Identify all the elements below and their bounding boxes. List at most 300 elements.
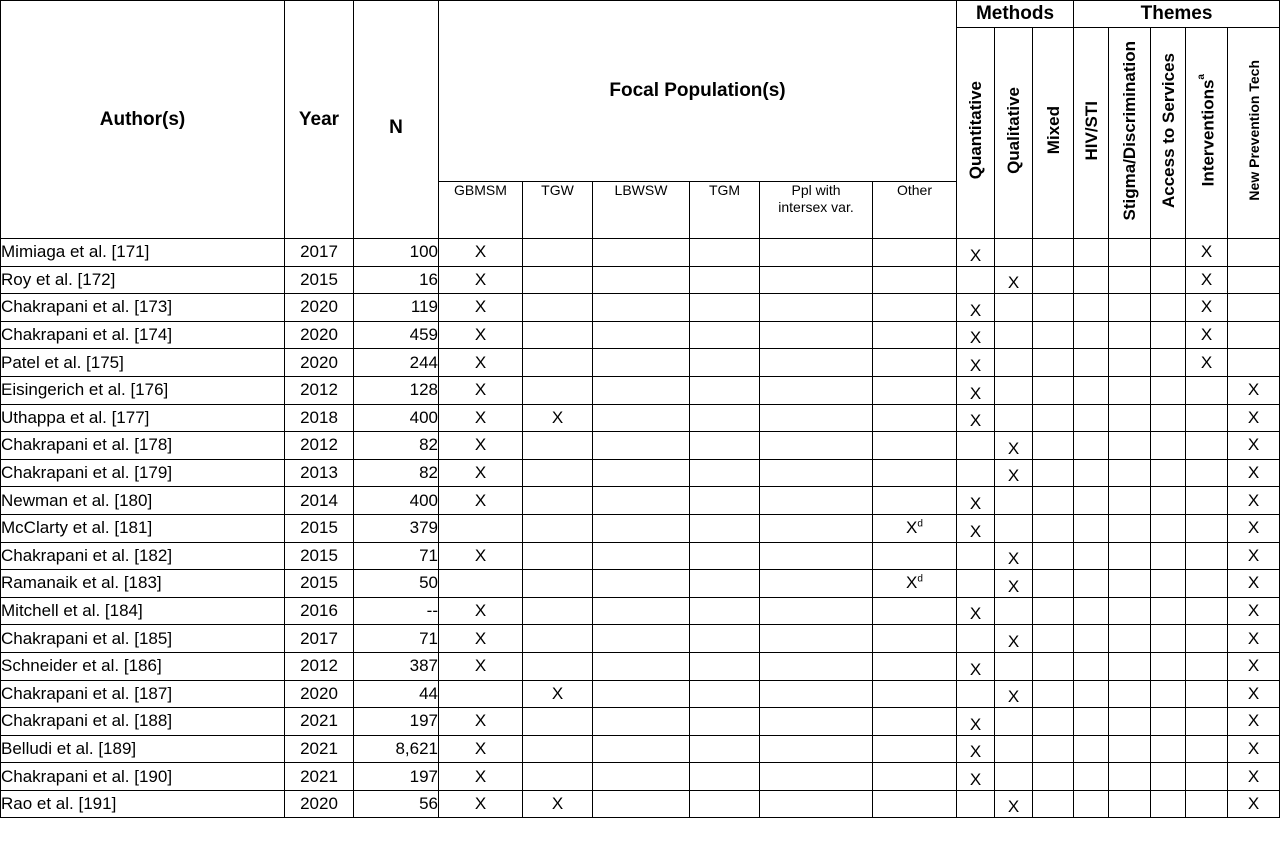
cell-tgw [523, 459, 593, 487]
cell-other [873, 404, 957, 432]
cell-year [285, 239, 354, 267]
cell-gbmsm-value: X [474, 490, 487, 510]
cell-access [1151, 763, 1186, 791]
cell-author-value: Uthappa et al. [177] [1, 407, 150, 427]
table-row [1, 432, 1280, 460]
cell-author-value: Chakrapani et al. [185] [1, 628, 173, 648]
cell-lbwsw [593, 487, 690, 515]
cell-author-value: Ramanaik et al. [183] [1, 573, 162, 593]
cell-new-prevention-tech-value: X [1247, 628, 1260, 648]
cell-n [354, 349, 439, 377]
cell-lbwsw [593, 652, 690, 680]
cell-gbmsm [439, 349, 523, 377]
cell-quantitative-value: X [969, 659, 982, 679]
cell-author [1, 349, 285, 377]
table-row [1, 570, 1280, 598]
col-header-interventions [1186, 28, 1228, 239]
cell-author [1, 708, 285, 736]
cell-n [354, 459, 439, 487]
cell-qualitative-value: X [1007, 549, 1020, 569]
cell-quantitative-value: X [969, 355, 982, 375]
col-header-n: N [354, 1, 439, 239]
cell-new-prevention-tech [1228, 597, 1280, 625]
cell-stigma [1109, 459, 1151, 487]
cell-new-prevention-tech-value: X [1247, 794, 1260, 814]
cell-qualitative [995, 459, 1033, 487]
cell-quantitative [957, 597, 995, 625]
cell-hiv-sti [1074, 652, 1109, 680]
cell-n [354, 652, 439, 680]
cell-interventions [1186, 708, 1228, 736]
cell-mixed [1033, 708, 1074, 736]
cell-author-value: Chakrapani et al. [178] [1, 435, 173, 455]
cell-author [1, 680, 285, 708]
cell-new-prevention-tech-value: X [1247, 738, 1260, 758]
cell-quantitative [957, 652, 995, 680]
col-header-quantitative [957, 28, 995, 239]
cell-qualitative [995, 763, 1033, 791]
cell-interventions [1186, 266, 1228, 294]
cell-tgm [690, 597, 760, 625]
cell-intersex [760, 625, 873, 653]
cell-access [1151, 790, 1186, 818]
table-row [1, 735, 1280, 763]
cell-gbmsm-value: X [474, 380, 487, 400]
table-row [1, 514, 1280, 542]
cell-author [1, 625, 285, 653]
cell-year-value: 2017 [300, 628, 338, 648]
cell-intersex [760, 680, 873, 708]
cell-hiv-sti [1074, 514, 1109, 542]
cell-interventions [1186, 239, 1228, 267]
cell-author-value: Chakrapani et al. [187] [1, 683, 173, 703]
cell-year [285, 735, 354, 763]
cell-qualitative-value: X [1007, 576, 1020, 596]
cell-new-prevention-tech-value: X [1247, 545, 1260, 565]
table-row [1, 487, 1280, 515]
cell-tgw-value: X [551, 407, 564, 427]
col-header-stigma [1109, 28, 1151, 239]
col-header-focal-populations: Focal Population(s) [439, 1, 957, 182]
col-header-stigma-label: Stigma/Discrimination [1120, 40, 1140, 221]
cell-other [873, 625, 957, 653]
table-row [1, 542, 1280, 570]
cell-new-prevention-tech-value: X [1247, 518, 1260, 538]
cell-interventions-value: X [1200, 269, 1213, 289]
cell-quantitative-value: X [969, 604, 982, 624]
cell-gbmsm-value: X [474, 628, 487, 648]
cell-year [285, 708, 354, 736]
cell-author-value: McClarty et al. [181] [1, 518, 153, 538]
cell-interventions [1186, 487, 1228, 515]
cell-mixed [1033, 321, 1074, 349]
cell-gbmsm-value: X [474, 463, 487, 483]
cell-intersex [760, 570, 873, 598]
cell-gbmsm-value: X [474, 766, 487, 786]
cell-n [354, 432, 439, 460]
cell-new-prevention-tech [1228, 266, 1280, 294]
cell-quantitative [957, 790, 995, 818]
cell-mixed [1033, 266, 1074, 294]
cell-lbwsw [593, 790, 690, 818]
cell-gbmsm [439, 597, 523, 625]
cell-n-value: 56 [419, 794, 438, 814]
cell-tgm [690, 652, 760, 680]
cell-gbmsm [439, 432, 523, 460]
cell-lbwsw [593, 321, 690, 349]
cell-qualitative [995, 294, 1033, 322]
cell-tgm [690, 239, 760, 267]
cell-author-value: Chakrapani et al. [190] [1, 766, 173, 786]
cell-access [1151, 514, 1186, 542]
cell-access [1151, 294, 1186, 322]
cell-other [873, 680, 957, 708]
cell-n-value: 44 [419, 683, 438, 703]
cell-intersex [760, 735, 873, 763]
cell-year [285, 652, 354, 680]
cell-stigma [1109, 266, 1151, 294]
cell-hiv-sti [1074, 763, 1109, 791]
cell-gbmsm [439, 790, 523, 818]
cell-year [285, 625, 354, 653]
cell-new-prevention-tech-value: X [1247, 573, 1260, 593]
cell-year [285, 294, 354, 322]
cell-mixed [1033, 735, 1074, 763]
cell-mixed [1033, 459, 1074, 487]
cell-new-prevention-tech [1228, 349, 1280, 377]
cell-new-prevention-tech-value: X [1247, 656, 1260, 676]
cell-interventions [1186, 790, 1228, 818]
cell-tgm [690, 321, 760, 349]
cell-year [285, 597, 354, 625]
cell-lbwsw [593, 735, 690, 763]
cell-n-value: 197 [409, 711, 438, 731]
cell-author-value: Patel et al. [175] [1, 352, 124, 372]
cell-author [1, 432, 285, 460]
cell-qualitative-value: X [1007, 273, 1020, 293]
cell-tgm [690, 404, 760, 432]
cell-author-value: Chakrapani et al. [182] [1, 545, 173, 565]
cell-author-value: Newman et al. [180] [1, 490, 153, 510]
cell-n [354, 570, 439, 598]
cell-hiv-sti [1074, 708, 1109, 736]
cell-stigma [1109, 239, 1151, 267]
cell-n-value: 244 [409, 352, 438, 372]
cell-lbwsw [593, 597, 690, 625]
col-header-access [1151, 28, 1186, 239]
cell-year-value: 2021 [300, 738, 338, 758]
cell-access [1151, 735, 1186, 763]
cell-intersex [760, 652, 873, 680]
cell-gbmsm [439, 680, 523, 708]
cell-interventions [1186, 459, 1228, 487]
cell-qualitative-value: X [1007, 631, 1020, 651]
col-header-mixed [1033, 28, 1074, 239]
cell-other [873, 432, 957, 460]
cell-new-prevention-tech-value: X [1247, 601, 1260, 621]
cell-qualitative [995, 542, 1033, 570]
cell-mixed [1033, 790, 1074, 818]
table-row [1, 652, 1280, 680]
cell-year [285, 349, 354, 377]
cell-author [1, 570, 285, 598]
table-row [1, 597, 1280, 625]
cell-year-value: 2015 [300, 573, 338, 593]
cell-quantitative [957, 570, 995, 598]
cell-other [873, 321, 957, 349]
cell-new-prevention-tech [1228, 542, 1280, 570]
cell-n [354, 597, 439, 625]
cell-lbwsw [593, 349, 690, 377]
cell-lbwsw [593, 376, 690, 404]
col-header-new-prevention-tech-label: New Prevention Tech [1245, 60, 1262, 201]
cell-n-value: 82 [419, 463, 438, 483]
cell-author-value: Chakrapani et al. [173] [1, 297, 173, 317]
cell-intersex [760, 708, 873, 736]
header-row-groups [1, 1, 1280, 28]
cell-mixed [1033, 432, 1074, 460]
cell-qualitative [995, 239, 1033, 267]
cell-tgw [523, 266, 593, 294]
table-row [1, 321, 1280, 349]
cell-year [285, 459, 354, 487]
cell-new-prevention-tech [1228, 432, 1280, 460]
cell-qualitative [995, 404, 1033, 432]
cell-year-value: 2020 [300, 794, 338, 814]
cell-access [1151, 487, 1186, 515]
cell-gbmsm-value: X [474, 601, 487, 621]
cell-hiv-sti [1074, 349, 1109, 377]
cell-author-value: Rao et al. [191] [1, 794, 117, 814]
table-row [1, 763, 1280, 791]
cell-access [1151, 239, 1186, 267]
cell-lbwsw [593, 514, 690, 542]
cell-interventions [1186, 294, 1228, 322]
cell-gbmsm [439, 266, 523, 294]
cell-gbmsm-value: X [474, 545, 487, 565]
cell-quantitative [957, 239, 995, 267]
col-header-author: Author(s) [1, 1, 285, 239]
cell-author [1, 597, 285, 625]
cell-qualitative [995, 266, 1033, 294]
cell-gbmsm-value: X [474, 269, 487, 289]
cell-gbmsm [439, 376, 523, 404]
cell-n [354, 790, 439, 818]
cell-stigma [1109, 294, 1151, 322]
cell-lbwsw [593, 570, 690, 598]
cell-tgw [523, 597, 593, 625]
cell-qualitative [995, 349, 1033, 377]
cell-stigma [1109, 321, 1151, 349]
cell-gbmsm [439, 404, 523, 432]
cell-access [1151, 321, 1186, 349]
cell-new-prevention-tech-value: X [1247, 490, 1260, 510]
table-row [1, 708, 1280, 736]
cell-gbmsm [439, 321, 523, 349]
cell-year-value: 2015 [300, 518, 338, 538]
cell-n-value: -- [426, 601, 438, 621]
cell-intersex [760, 432, 873, 460]
cell-qualitative [995, 790, 1033, 818]
table-row [1, 239, 1280, 267]
cell-year-value: 2021 [300, 711, 338, 731]
cell-author [1, 294, 285, 322]
cell-access [1151, 376, 1186, 404]
cell-stigma [1109, 708, 1151, 736]
cell-interventions [1186, 514, 1228, 542]
cell-qualitative [995, 680, 1033, 708]
cell-quantitative [957, 294, 995, 322]
cell-new-prevention-tech [1228, 404, 1280, 432]
cell-quantitative [957, 514, 995, 542]
cell-gbmsm [439, 708, 523, 736]
cell-access [1151, 266, 1186, 294]
cell-qualitative [995, 487, 1033, 515]
cell-quantitative [957, 735, 995, 763]
col-header-tgm: TGM [690, 182, 760, 239]
cell-quantitative [957, 459, 995, 487]
cell-tgw [523, 321, 593, 349]
cell-year [285, 680, 354, 708]
cell-interventions [1186, 735, 1228, 763]
cell-other [873, 487, 957, 515]
cell-hiv-sti [1074, 459, 1109, 487]
cell-new-prevention-tech [1228, 790, 1280, 818]
cell-gbmsm-value: X [474, 352, 487, 372]
cell-gbmsm [439, 652, 523, 680]
cell-access [1151, 459, 1186, 487]
cell-year-value: 2013 [300, 463, 338, 483]
col-header-quantitative-label: Quantitative [966, 81, 985, 180]
cell-qualitative-value: X [1007, 438, 1020, 458]
cell-mixed [1033, 597, 1074, 625]
cell-author [1, 735, 285, 763]
col-header-gbmsm: GBMSM [439, 182, 523, 239]
cell-tgw-value: X [551, 794, 564, 814]
cell-new-prevention-tech-value: X [1247, 711, 1260, 731]
cell-gbmsm [439, 514, 523, 542]
cell-quantitative-value: X [969, 383, 982, 403]
cell-qualitative-value: X [1007, 687, 1020, 707]
cell-year-value: 2018 [300, 407, 338, 427]
cell-interventions [1186, 542, 1228, 570]
cell-hiv-sti [1074, 625, 1109, 653]
cell-lbwsw [593, 432, 690, 460]
cell-author-value: Schneider et al. [186] [1, 656, 162, 676]
cell-stigma [1109, 680, 1151, 708]
cell-n [354, 763, 439, 791]
cell-other [873, 294, 957, 322]
cell-mixed [1033, 376, 1074, 404]
cell-author [1, 459, 285, 487]
cell-interventions [1186, 680, 1228, 708]
cell-stigma [1109, 514, 1151, 542]
cell-other [873, 376, 957, 404]
cell-quantitative [957, 680, 995, 708]
interventions-text: Interventions [1198, 79, 1218, 187]
cell-interventions [1186, 321, 1228, 349]
cell-year [285, 570, 354, 598]
cell-tgw [523, 542, 593, 570]
cell-year-value: 2020 [300, 325, 338, 345]
cell-n [354, 376, 439, 404]
cell-qualitative [995, 597, 1033, 625]
cell-other [873, 349, 957, 377]
col-header-hiv-sti-label: HIV/STI [1081, 100, 1101, 161]
cell-quantitative [957, 625, 995, 653]
cell-lbwsw [593, 294, 690, 322]
cell-qualitative [995, 432, 1033, 460]
cell-tgm [690, 487, 760, 515]
cell-access [1151, 680, 1186, 708]
cell-tgw [523, 239, 593, 267]
cell-gbmsm-value: X [474, 738, 487, 758]
cell-author [1, 514, 285, 542]
cell-author [1, 321, 285, 349]
cell-quantitative [957, 349, 995, 377]
cell-year-value: 2020 [300, 683, 338, 703]
cell-quantitative-value: X [969, 714, 982, 734]
cell-qualitative [995, 625, 1033, 653]
cell-new-prevention-tech [1228, 708, 1280, 736]
cell-hiv-sti [1074, 680, 1109, 708]
cell-gbmsm-value: X [474, 297, 487, 317]
cell-year [285, 487, 354, 515]
cell-access [1151, 432, 1186, 460]
cell-year [285, 266, 354, 294]
cell-new-prevention-tech [1228, 652, 1280, 680]
cell-mixed [1033, 570, 1074, 598]
cell-intersex [760, 542, 873, 570]
cell-author-value: Roy et al. [172] [1, 269, 116, 289]
col-header-qualitative-label: Qualitative [1004, 87, 1023, 174]
cell-gbmsm-value: X [474, 794, 487, 814]
cell-n [354, 708, 439, 736]
cell-intersex [760, 294, 873, 322]
cell-interventions-value: X [1200, 242, 1213, 262]
cell-n [354, 294, 439, 322]
cell-intersex [760, 376, 873, 404]
cell-interventions-value: X [1200, 325, 1213, 345]
cell-qualitative [995, 376, 1033, 404]
cell-author [1, 542, 285, 570]
cell-other [873, 790, 957, 818]
cell-hiv-sti [1074, 321, 1109, 349]
cell-n-value: 82 [419, 435, 438, 455]
cell-year-value: 2020 [300, 297, 338, 317]
cell-intersex [760, 404, 873, 432]
cell-tgw [523, 432, 593, 460]
cell-new-prevention-tech-value: X [1247, 435, 1260, 455]
cell-intersex [760, 321, 873, 349]
cell-gbmsm [439, 735, 523, 763]
cell-lbwsw [593, 680, 690, 708]
cell-other [873, 570, 957, 598]
cell-year [285, 763, 354, 791]
cell-new-prevention-tech [1228, 294, 1280, 322]
cell-gbmsm [439, 542, 523, 570]
cell-intersex [760, 487, 873, 515]
cell-gbmsm-value: X [474, 711, 487, 731]
cell-n-value: 400 [409, 407, 438, 427]
cell-tgw-value: X [551, 683, 564, 703]
cell-year-value: 2012 [300, 380, 338, 400]
cell-qualitative [995, 321, 1033, 349]
table-row [1, 680, 1280, 708]
interventions-footnote-mark: a [1195, 74, 1207, 80]
cell-stigma [1109, 652, 1151, 680]
cell-lbwsw [593, 239, 690, 267]
